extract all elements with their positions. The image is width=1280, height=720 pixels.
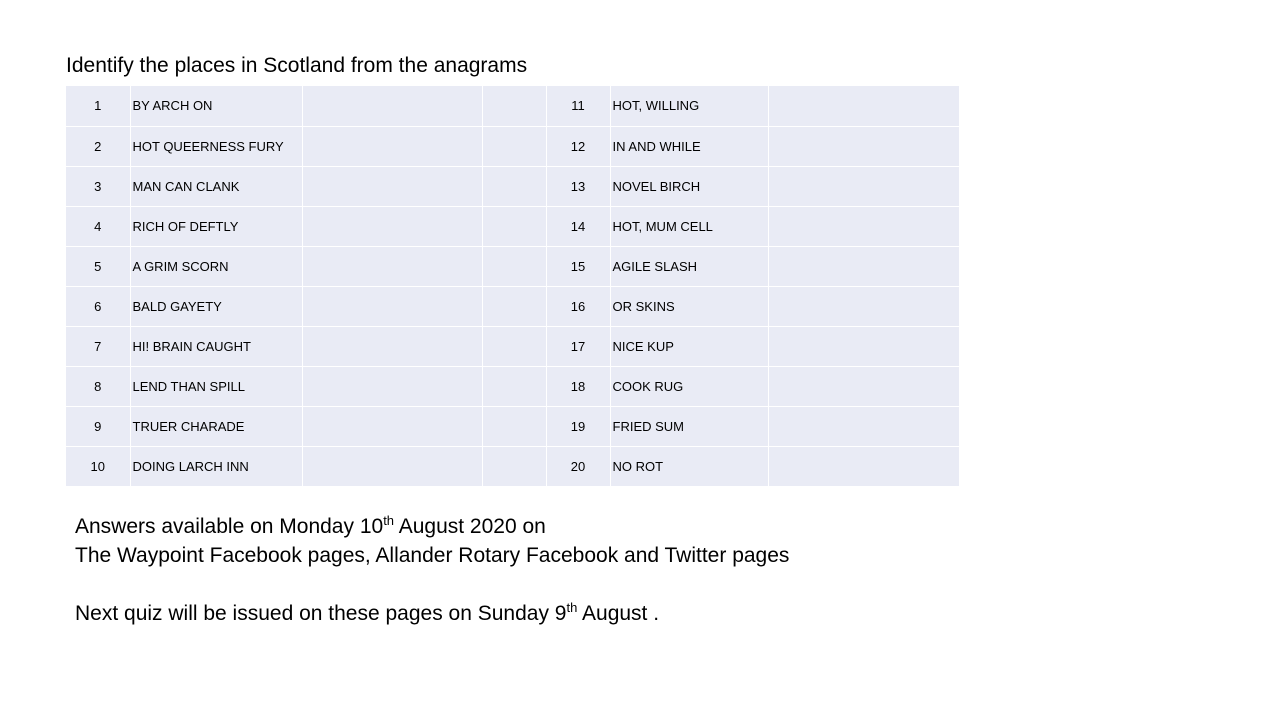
answer-cell[interactable] [302, 126, 482, 166]
answer-cell[interactable] [768, 166, 959, 206]
anagram-table-body [66, 86, 959, 486]
anagram-clue: OR SKINS [610, 286, 768, 326]
anagram-clue: FRIED SUM [610, 406, 768, 446]
table-row [66, 366, 959, 406]
anagram-clue: BALD GAYETY [130, 286, 302, 326]
clue-number: 3 [66, 166, 130, 206]
anagram-clue: HOT, MUM CELL [610, 206, 768, 246]
table-row [66, 446, 959, 486]
clue-number: 12 [546, 126, 610, 166]
answer-cell[interactable] [768, 206, 959, 246]
spacer-cell [482, 406, 546, 446]
anagram-clue: NOVEL BIRCH [610, 166, 768, 206]
anagram-table [66, 86, 959, 486]
clue-number: 17 [546, 326, 610, 366]
answer-cell[interactable] [768, 366, 959, 406]
spacer-cell [482, 206, 546, 246]
anagram-clue: TRUER CHARADE [130, 406, 302, 446]
clue-number: 2 [66, 126, 130, 166]
clue-number: 4 [66, 206, 130, 246]
clue-number: 5 [66, 246, 130, 286]
clue-number: 19 [546, 406, 610, 446]
clue-number: 1 [66, 86, 130, 126]
answers-suffix: August 2020 on [394, 515, 546, 538]
clue-number: 9 [66, 406, 130, 446]
answer-cell[interactable] [302, 446, 482, 486]
answer-cell[interactable] [302, 366, 482, 406]
spacer-cell [482, 246, 546, 286]
answer-cell[interactable] [302, 246, 482, 286]
anagram-clue: IN AND WHILE [610, 126, 768, 166]
anagram-clue: RICH OF DEFTLY [130, 206, 302, 246]
table-row [66, 286, 959, 326]
answers-ordinal: th [383, 513, 395, 528]
answer-cell[interactable] [768, 126, 959, 166]
spacer-cell [482, 446, 546, 486]
spacer-cell [482, 366, 546, 406]
table-row [66, 406, 959, 446]
clue-number: 16 [546, 286, 610, 326]
clue-number: 8 [66, 366, 130, 406]
answer-cell[interactable] [302, 166, 482, 206]
answer-cell[interactable] [768, 246, 959, 286]
answer-cell[interactable] [768, 86, 959, 126]
answer-cell[interactable] [302, 286, 482, 326]
anagram-clue: DOING LARCH INN [130, 446, 302, 486]
clue-number: 18 [546, 366, 610, 406]
anagram-clue: A GRIM SCORN [130, 246, 302, 286]
anagram-clue: HOT QUEERNESS FURY [130, 126, 302, 166]
answer-cell[interactable] [302, 406, 482, 446]
next-suffix: August . [577, 602, 660, 625]
answer-cell[interactable] [768, 326, 959, 366]
clue-number: 10 [66, 446, 130, 486]
clue-number: 6 [66, 286, 130, 326]
anagram-clue: BY ARCH ON [130, 86, 302, 126]
answers-line [75, 512, 789, 541]
answer-cell[interactable] [302, 206, 482, 246]
answer-cell[interactable] [302, 86, 482, 126]
clue-number: 13 [546, 166, 610, 206]
table-row [66, 166, 959, 206]
anagram-clue: LEND THAN SPILL [130, 366, 302, 406]
anagram-clue: NICE KUP [610, 326, 768, 366]
answers-prefix: Answers available on Monday 10 [75, 515, 384, 538]
anagram-clue: HOT, WILLING [610, 86, 768, 126]
anagram-clue: AGILE SLASH [610, 246, 768, 286]
answer-cell[interactable] [302, 326, 482, 366]
anagram-clue: HI! BRAIN CAUGHT [130, 326, 302, 366]
answer-cell[interactable] [768, 446, 959, 486]
anagram-clue: MAN CAN CLANK [130, 166, 302, 206]
table-row [66, 126, 959, 166]
anagram-clue: COOK RUG [610, 366, 768, 406]
next-quiz-line [75, 599, 789, 628]
anagram-clue: NO ROT [610, 446, 768, 486]
spacer-cell [482, 86, 546, 126]
quiz-title: Identify the places in Scotland from the anagrams [66, 54, 528, 77]
pages-line: The Waypoint Facebook pages, Allander Rotary Facebook and Twitter pages [75, 544, 790, 567]
clue-number: 14 [546, 206, 610, 246]
spacer-cell [482, 286, 546, 326]
table-row [66, 206, 959, 246]
spacer-cell [482, 326, 546, 366]
answer-cell[interactable] [768, 406, 959, 446]
footer-notes [75, 512, 789, 628]
spacer-cell [482, 166, 546, 206]
next-prefix: Next quiz will be issued on these pages on Sunday 9 [75, 602, 567, 625]
clue-number: 15 [546, 246, 610, 286]
clue-number: 7 [66, 326, 130, 366]
clue-number: 11 [546, 86, 610, 126]
answer-cell[interactable] [768, 286, 959, 326]
next-ordinal: th [566, 600, 578, 615]
table-row [66, 86, 959, 126]
clue-number: 20 [546, 446, 610, 486]
table-row [66, 326, 959, 366]
table-row [66, 246, 959, 286]
spacer-cell [482, 126, 546, 166]
